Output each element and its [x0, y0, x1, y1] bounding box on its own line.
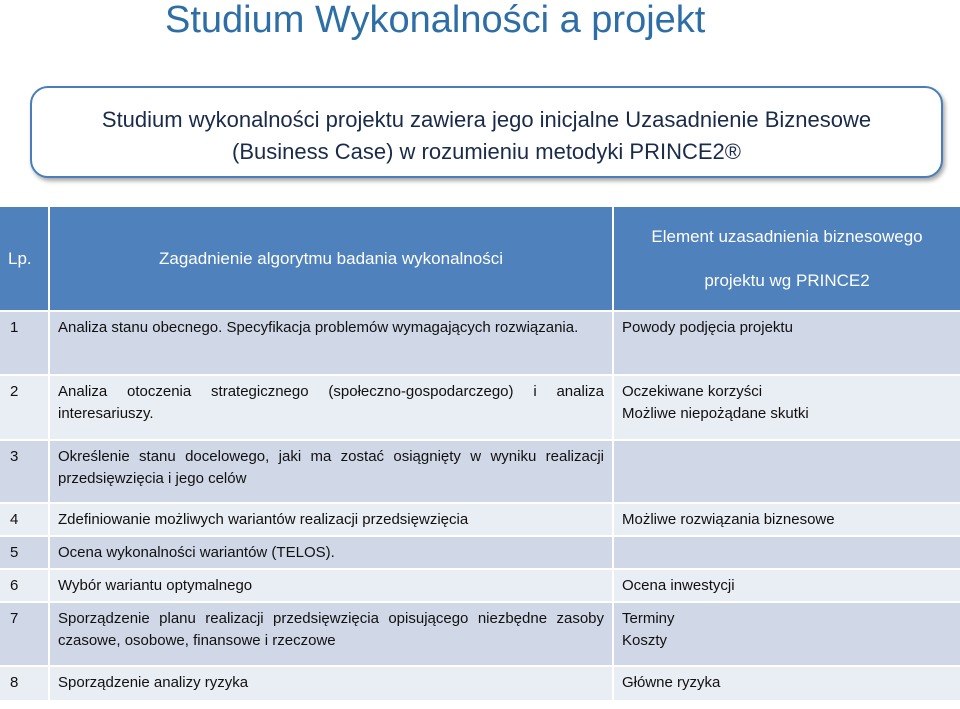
- table-row: [0, 503, 960, 536]
- row-number: 5: [0, 536, 49, 569]
- row-element-line-1: Terminy: [622, 610, 675, 627]
- row-topic: Analiza stanu obecnego. Specyfikacja problemów wymagających rozwiązania.: [49, 311, 613, 375]
- row-element-line-1: Powody podjęcia projektu: [622, 319, 793, 336]
- callout-line-2: (Business Case) w rozumieniu metodyki PRINCE2®: [232, 139, 741, 164]
- row-number: 2: [0, 375, 49, 440]
- row-element: [613, 440, 960, 503]
- row-element: [613, 536, 960, 569]
- callout-line-1: Studium wykonalności projektu zawiera jego inicjalne Uzasadnienie Biznesowe: [101, 107, 872, 132]
- row-topic: Sporządzenie analizy ryzyka: [49, 666, 613, 700]
- row-number: 6: [0, 569, 49, 602]
- table-row: [0, 602, 960, 666]
- row-topic: Ocena wykonalności wariantów (TELOS).: [49, 536, 613, 569]
- header-element-line-2: projektu wg PRINCE2: [704, 270, 870, 290]
- row-topic: Określenie stanu docelowego, jaki ma zostać osiągnięty w wyniku realizacji przedsięwzięcia i jego celów: [49, 440, 613, 503]
- row-number: 3: [0, 440, 49, 503]
- row-element-line-2: Możliwe niepożądane skutki: [622, 405, 809, 422]
- row-element: [613, 666, 960, 700]
- table-row: [0, 536, 960, 569]
- row-element-line-1: Oczekiwane korzyści: [622, 383, 763, 400]
- row-number: 7: [0, 602, 49, 666]
- table-header-row: [0, 207, 960, 311]
- table-row: [0, 375, 960, 440]
- row-element: [613, 503, 960, 536]
- header-topic: Zagadnienie algorytmu badania wykonalności: [49, 207, 613, 311]
- row-element: [613, 569, 960, 602]
- table-row: [0, 569, 960, 602]
- row-element-line-1: Główne ryzyka: [622, 674, 721, 691]
- row-element: [613, 602, 960, 666]
- table-row: [0, 311, 960, 375]
- row-number: 1: [0, 311, 49, 375]
- row-topic: Wybór wariantu optymalnego: [49, 569, 613, 602]
- table-row: [0, 440, 960, 503]
- row-number: 4: [0, 503, 49, 536]
- header-element: [613, 207, 960, 311]
- slide-title: Studium Wykonalności a projekt: [165, 0, 706, 41]
- row-topic: Analiza otoczenia strategicznego (społeczno-gospodarczego) i analiza interesariuszy.: [49, 375, 613, 440]
- callout-box: [30, 86, 943, 178]
- row-element: [613, 311, 960, 375]
- header-element-line-1: Element uzasadnienia biznesowego: [651, 226, 923, 246]
- table-row: [0, 666, 960, 700]
- row-element: [613, 375, 960, 440]
- row-element-line-1: Możliwe rozwiązania biznesowe: [622, 511, 835, 528]
- row-topic: Zdefiniowanie możliwych wariantów realizacji przedsięwzięcia: [49, 503, 613, 536]
- row-element-line-2: Koszty: [622, 632, 668, 649]
- header-lp: Lp.: [0, 207, 49, 311]
- row-element-line-1: Ocena inwestycji: [622, 577, 735, 594]
- row-topic: Sporządzenie planu realizacji przedsięwzięcia opisującego niezbędne zasoby czasowe, osobowe, finansowe i rzeczowe: [49, 602, 613, 666]
- row-number: 8: [0, 666, 49, 700]
- feasibility-table: [0, 207, 960, 700]
